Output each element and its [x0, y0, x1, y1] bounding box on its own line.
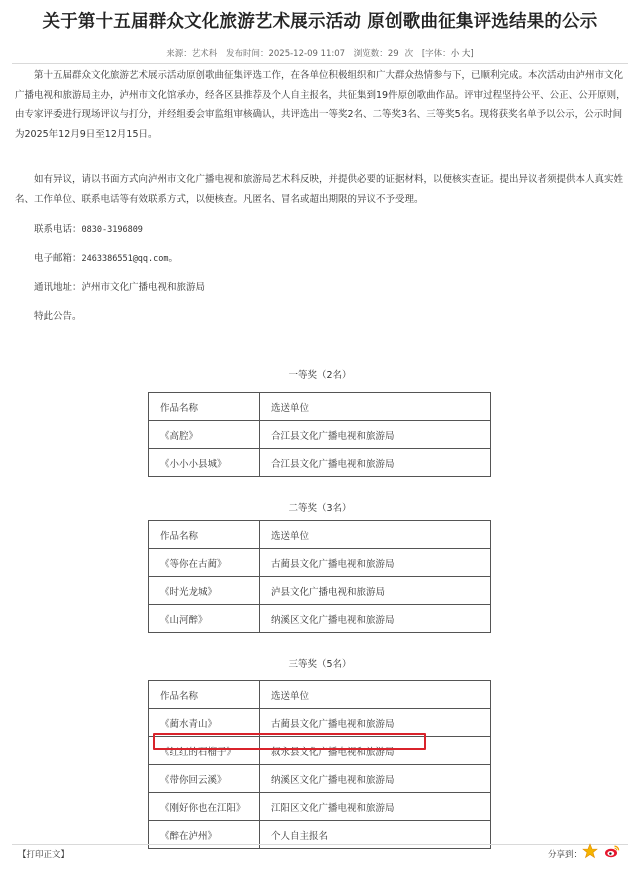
table-row [149, 577, 491, 605]
submitting-unit: 合江县文化广播电视和旅游局 [260, 449, 491, 477]
views-unit: 次 [404, 49, 414, 59]
column-header-unit: 选送单位 [260, 393, 491, 421]
column-header-work: 作品名称 [149, 393, 260, 421]
submitting-unit: 个人自主报名 [260, 821, 491, 849]
work-title: 《时光龙城》 [149, 577, 260, 605]
third-prize-caption: 三等奖（5名） [288, 659, 352, 670]
phone-value: 0830-3196809 [81, 225, 143, 235]
work-title: 《蔺水青山》 [149, 709, 260, 737]
highlight-annotation-box [153, 733, 426, 750]
table-row [149, 793, 491, 821]
page-title: 关于第十五届群众文化旅游艺术展示活动 原创歌曲征集评选结果的公示 [42, 12, 598, 32]
phone-line [34, 221, 143, 235]
table-row [149, 449, 491, 477]
views-label: 浏览数： [353, 49, 388, 59]
font-large-link[interactable]: 大 [461, 49, 471, 59]
column-header-work: 作品名称 [149, 521, 260, 549]
table-header-row [149, 521, 491, 549]
views-value: 29 [387, 49, 399, 59]
email-value: 2463386551@qq.com [81, 254, 169, 264]
submitting-unit: 纳溪区文化广播电视和旅游局 [260, 605, 491, 633]
table-header-row [149, 393, 491, 421]
publish-time-label: 发布时间： [225, 49, 269, 59]
first-prize-caption: 一等奖（2名） [288, 370, 352, 381]
font-size-close: ] [470, 49, 474, 59]
third-prize-table [148, 680, 491, 849]
publish-time-value: 2025-12-09 11:07 [268, 49, 346, 59]
column-header-work: 作品名称 [149, 681, 260, 709]
submitting-unit: 合江县文化广播电视和旅游局 [260, 421, 491, 449]
table-row [149, 605, 491, 633]
address-label: 通讯地址： [34, 282, 82, 293]
share-label: 分享到： [548, 850, 583, 860]
source-value: 艺术科 [191, 49, 218, 59]
font-size-label: [字体： [421, 49, 451, 59]
source-label: 来源： [166, 49, 192, 59]
qzone-icon[interactable] [582, 843, 598, 859]
second-prize-caption: 二等奖（3名） [288, 503, 352, 514]
weibo-icon[interactable] [604, 843, 620, 859]
work-title: 《刚好你也在江阳》 [149, 793, 260, 821]
footer-divider [12, 844, 628, 845]
email-label: 电子邮箱： [34, 253, 82, 264]
work-title: 《醉在泸州》 [149, 821, 260, 849]
first-prize-table [148, 392, 491, 477]
address-value: 泸州市文化广播电视和旅游局 [81, 282, 206, 293]
submitting-unit: 纳溪区文化广播电视和旅游局 [260, 765, 491, 793]
header-divider [12, 63, 628, 64]
closing-text: 特此公告。 [34, 311, 82, 322]
table-row [149, 421, 491, 449]
intro-paragraph: 第十五届群众文化旅游艺术展示活动原创歌曲征集评选工作，在各单位积极组织和广大群众热情参与下，已顺利完成。本次活动由泸州市文化广播电视和旅游局主办，泸州市文化馆承办，经各区县推荐及个人自主报名，共征集到19件原创歌曲作品。评审过程坚持公平、公正、公开原则，由专家评委进行现场评议与打分，并经组委会审监组审核确认，共评选出一等奖2名、二等奖3名、三等奖5名。现将获奖名单予以公示，公示时间为2025年12月9日至12月15日。 [15, 70, 626, 140]
email-suffix: 。 [168, 253, 179, 264]
submitting-unit: 江阳区文化广播电视和旅游局 [260, 793, 491, 821]
font-small-link[interactable]: 小 [450, 49, 460, 59]
table-row [149, 549, 491, 577]
submitting-unit: 泸县文化广播电视和旅游局 [260, 577, 491, 605]
print-button[interactable]: 【打印正文】 [18, 850, 70, 860]
work-title: 《小小小县城》 [149, 449, 260, 477]
work-title: 《带你回云溪》 [149, 765, 260, 793]
column-header-unit: 选送单位 [260, 521, 491, 549]
objection-paragraph: 如有异议，请以书面方式向泸州市文化广播电视和旅游局艺术科反映，并提供必要的证据材料，以便核实查证。提出异议者须提供本人真实姓名、工作单位、联系电话等有效联系方式，以便核查。凡匿名、冒名或超出期限的异议不予受理。 [15, 174, 624, 205]
work-title: 《高腔》 [149, 421, 260, 449]
work-title: 《等你在古蔺》 [149, 549, 260, 577]
work-title: 《红红的石榴子》 [149, 737, 260, 765]
article-meta [0, 47, 640, 59]
email-line [34, 250, 178, 264]
work-title: 《山河醉》 [149, 605, 260, 633]
submitting-unit: 叙永县文化广播电视和旅游局 [260, 737, 491, 765]
table-header-row [149, 681, 491, 709]
submitting-unit: 古蔺县文化广播电视和旅游局 [260, 709, 491, 737]
address-line [34, 279, 205, 293]
submitting-unit: 古蔺县文化广播电视和旅游局 [260, 549, 491, 577]
column-header-unit: 选送单位 [260, 681, 491, 709]
table-row [149, 765, 491, 793]
phone-label: 联系电话： [34, 224, 82, 235]
second-prize-table [148, 520, 491, 633]
